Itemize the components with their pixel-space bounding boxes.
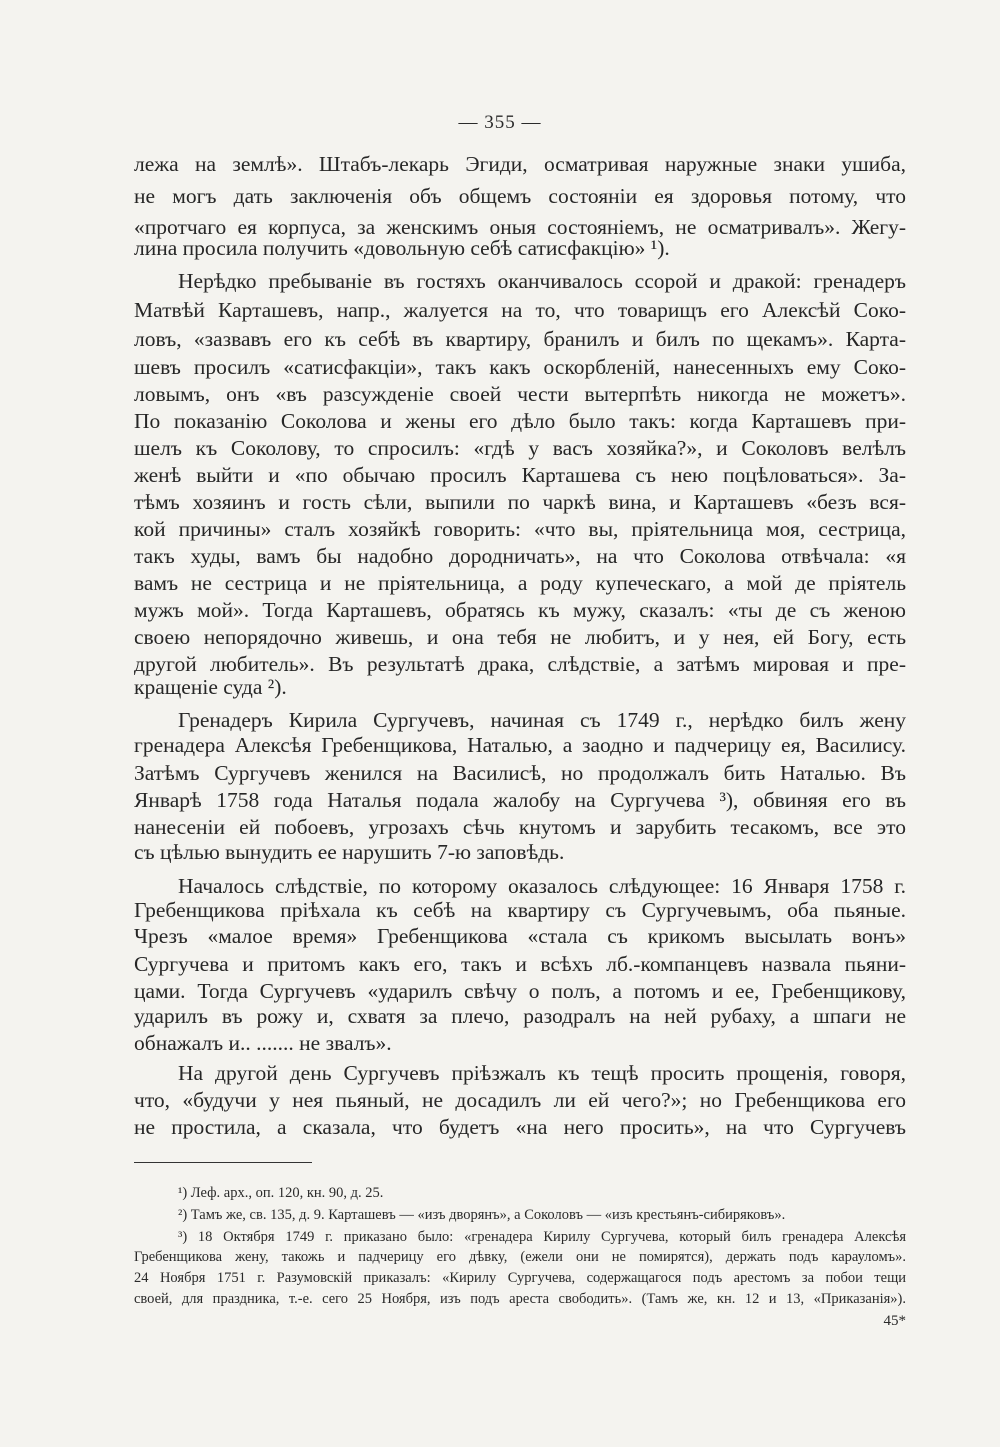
footnote-line: 24 Ноября 1751 г. Разумовскій приказалъ: «Кирилу Сургучева, содержащагося подъ арестомъ за побои тещи [134,1270,906,1286]
body-line: Январѣ 1758 года Наталья подала жалобу на Сургучева ³), обвиняя его въ [134,788,906,812]
page-number-header: — 355 — [458,112,542,133]
body-line: не простила, а сказала, что будетъ «на него просить», на что Сургучевъ [134,1115,906,1139]
footnote-line: Гребенщикова жену, такожь и падчерицу его дѣвку, (ежели они не помирятся), держать подъ карауломъ». [134,1249,906,1265]
body-line: шелъ къ Соколову, то спросилъ: «гдѣ у васъ хозяйка?», и Соколовъ велѣлъ [134,436,906,460]
body-line: мужъ мой». Тогда Карташевъ, обратясь къ мужу, сказалъ: «ты де съ женою [134,598,906,622]
body-line: своею непорядочно живешь, и она тебя не любитъ, и у нея, ей Богу, есть [134,625,906,649]
footnote-divider [134,1162,312,1163]
body-line: цами. Тогда Сургучевъ «ударилъ свѣчу о полъ, а потомъ и ее, Гребенщикову, [134,979,906,1003]
body-line: Началось слѣдствіе, по которому оказалось слѣдующее: 16 Января 1758 г. [178,874,906,898]
footnote-line: ¹) Леф. арх., оп. 120, кн. 90, д. 25. [178,1185,384,1201]
body-line: вамъ не сестрица и не пріятельница, а роду купеческаго, а мой де пріятель [134,571,906,595]
body-line: лежа на землѣ». Штабъ-лекарь Эгиди, осматривая наружные знаки ушиба, [134,152,906,176]
body-line: лина просила получить «довольную себѣ сатисфакцію» ¹). [134,236,670,260]
body-line: Нерѣдко пребываніе въ гостяхъ оканчивалось ссорой и дракой: гренадеръ [178,269,906,293]
body-line: тѣмъ хозяинъ и гость сѣли, выпили по чаркѣ вина, и Карташевъ «безъ вся- [134,490,906,514]
body-line: Матвѣй Карташевъ, напр., жалуется на то, что товарищъ его Алексѣй Соко- [134,298,906,322]
body-line: ударилъ въ рожу и, схватя за плечо, разодралъ на ней рубаху, а шпаги не [134,1004,906,1028]
body-line: ловъ, «зазвавъ его къ себѣ въ квартиру, бранилъ и билъ по щекамъ». Карта- [134,327,906,351]
body-line: На другой день Сургучевъ пріѣзжалъ къ тещѣ просить прощенія, говоря, [178,1061,906,1085]
body-line: женѣ выйти и «по обычаю просилъ Карташева съ нею поцѣловаться». За- [134,463,906,487]
body-line: Сургучева и притомъ какъ его, такъ и всѣхъ лб.-компанцевъ назвала пьяни- [134,952,906,976]
body-line: кой причины» сталъ хозяйкѣ говорить: «что вы, пріятельница моя, сестрица, [134,517,906,541]
body-line: что, «будучи у нея пьяный, не досадилъ ли ей чего?»; но Гребенщикова его [134,1088,906,1112]
body-line: гренадера Алексѣя Гребенщикова, Наталью, а заодно и падчерицу ея, Василису. [134,733,906,757]
body-line: Гренадеръ Кирила Сургучевъ, начиная съ 1749 г., нерѣдко билъ жену [178,708,906,732]
body-line: съ цѣлью вынудить ее нарушить 7-ю заповѣдь. [134,840,565,864]
printer-signature-mark: 45* [883,1313,906,1329]
body-line: обнажалъ и.. ....... не звалъ». [134,1031,392,1055]
body-line: Чрезъ «малое время» Гребенщикова «стала съ крикомъ высылать вонъ» [134,924,906,948]
body-line: «протчаго ея корпуса, за женскимъ оныя состояніемъ, не осматривалъ». Жегу- [134,215,906,239]
body-line: Гребенщикова пріѣхала къ себѣ на квартиру съ Сургучевымъ, оба пьяные. [134,898,906,922]
body-line: такъ худы, вамъ бы надобно дородничать», на что Соколова отвѣчала: «я [134,544,906,568]
body-line: ловымъ, онъ «въ разсужденіе своей чести вытерпѣть никогда не можетъ». [134,382,906,406]
body-line: шевъ просилъ «сатисфакціи», такъ какъ оскорбленій, нанесенныхъ ему Соко- [134,355,906,379]
footnote-line: ³) 18 Октября 1749 г. приказано было: «гренадера Кирилу Сургучева, который билъ гренадера Алексѣя [178,1229,906,1245]
footnote-line: ²) Тамъ же, св. 135, д. 9. Карташевъ — «изъ дворянъ», а Соколовъ — «изъ крестьянъ-сибиряковъ». [178,1207,786,1223]
body-line: кращеніе суда ²). [134,675,287,699]
body-line: Затѣмъ Сургучевъ женился на Василисѣ, но продолжалъ бить Наталью. Въ [134,761,906,785]
body-line: По показанію Соколова и жены его дѣло было такъ: когда Карташевъ при- [134,409,906,433]
body-line: другой любитель». Въ результатѣ драка, слѣдствіе, а затѣмъ мировая и пре- [134,652,906,676]
body-line: не могъ дать заключенія объ общемъ состояніи ея здоровья потому, что [134,184,906,208]
body-line: нанесеніи ей побоевъ, угрозахъ сѣчь кнутомъ и зарубить тесакомъ, все это [134,815,906,839]
footnote-line: своей, для праздника, т.-е. сего 25 Ноября, изъ подъ ареста свободить». (Тамъ же, кн. 12 и 13, «Приказанія»). [134,1291,906,1307]
